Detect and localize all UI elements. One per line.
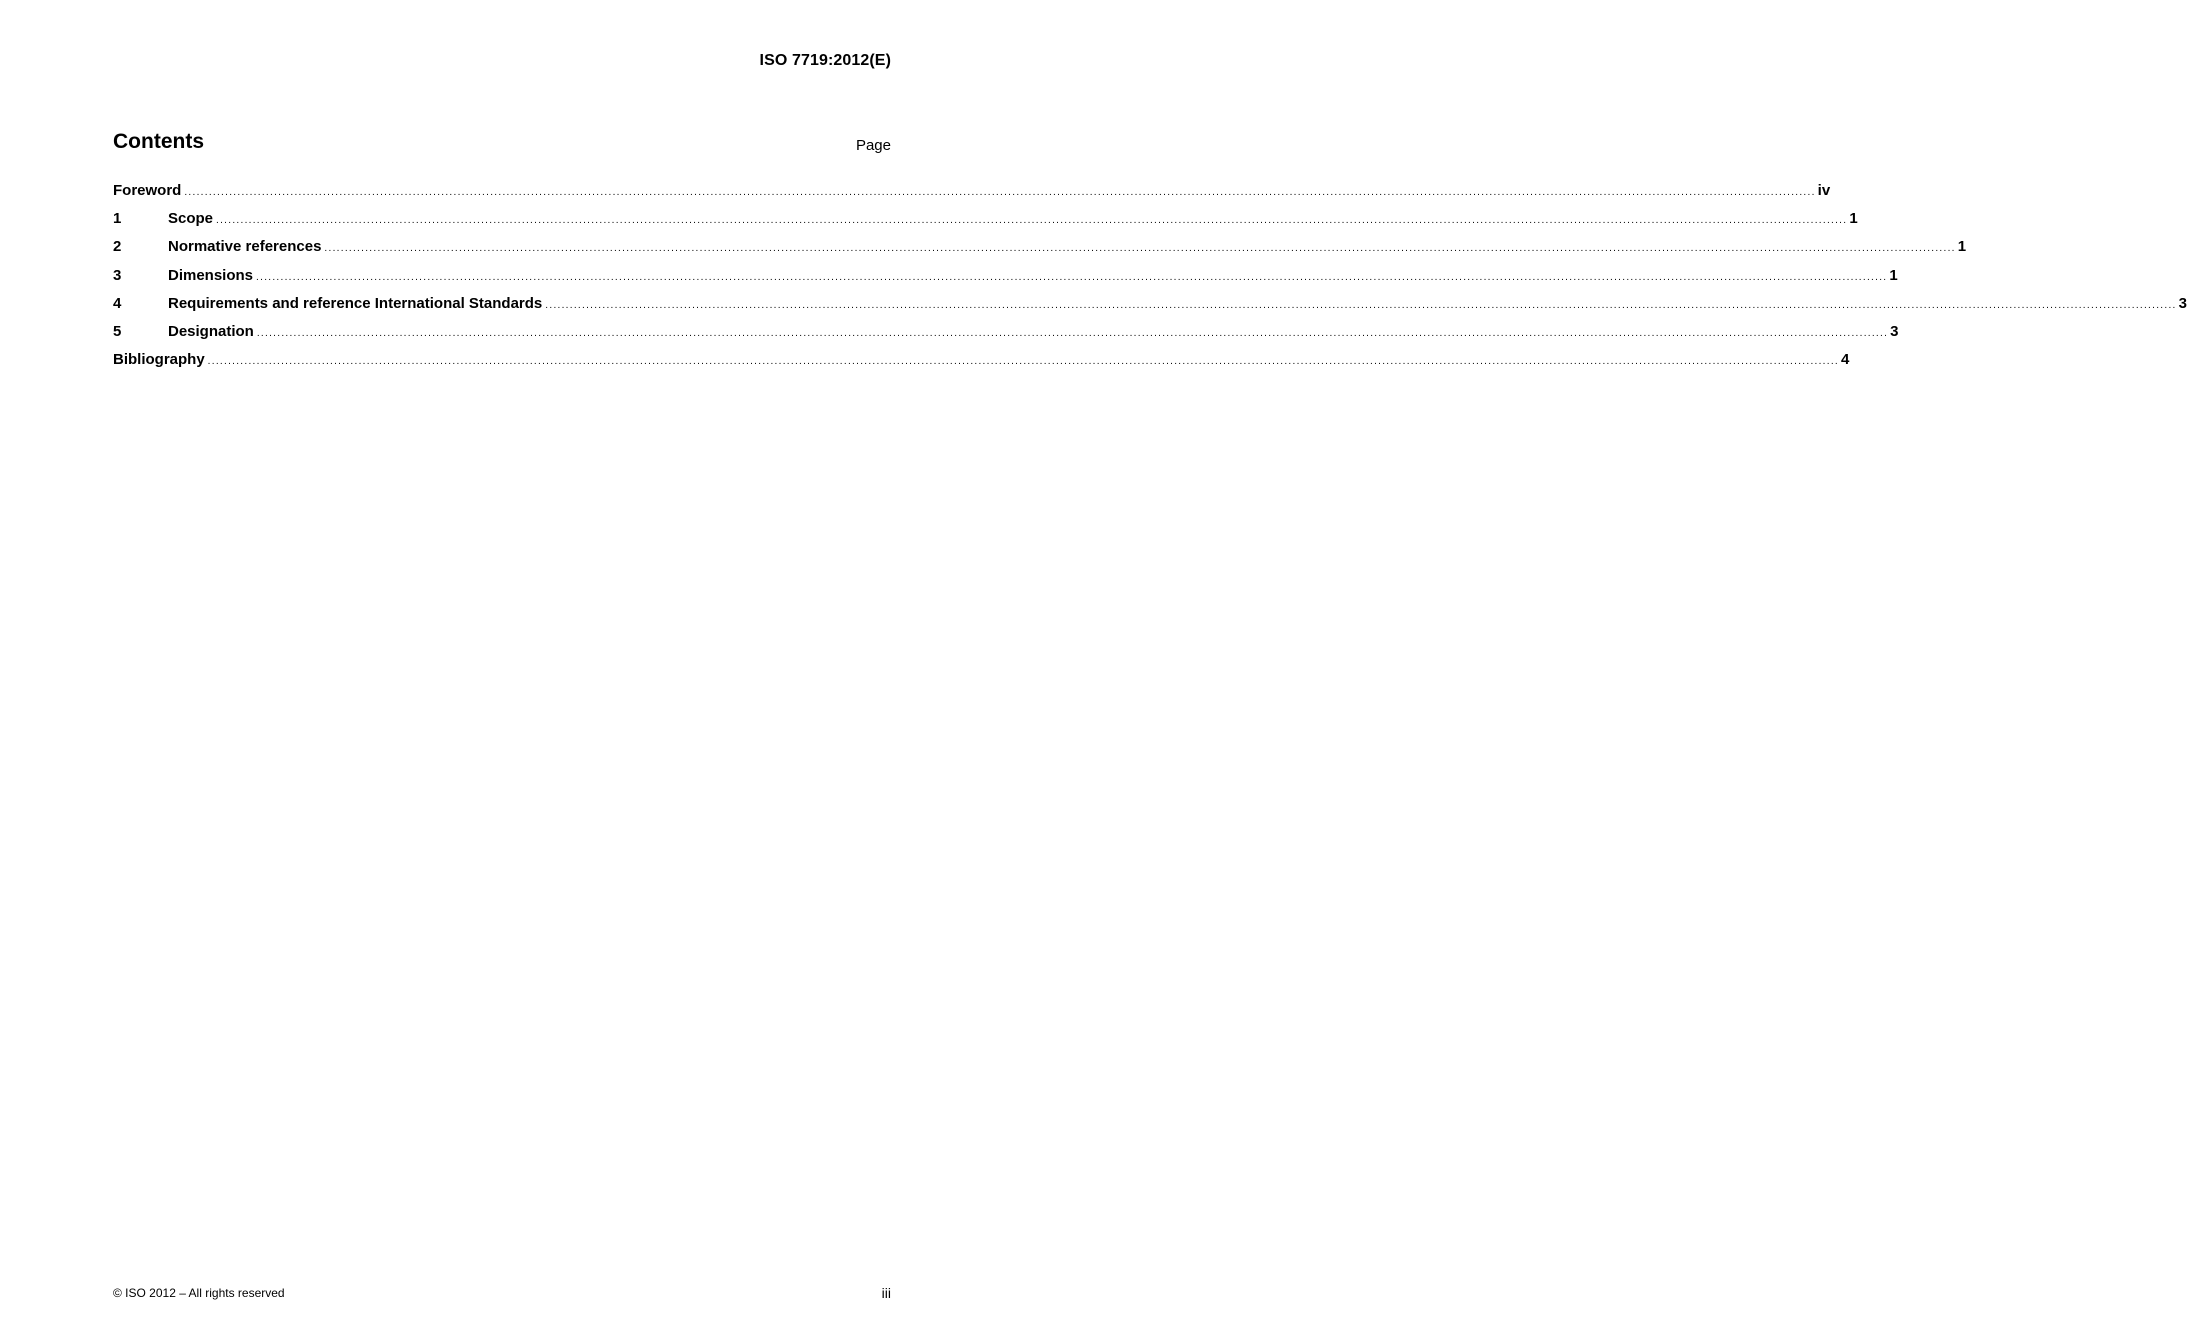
toc-entry-number: 4 <box>113 294 122 312</box>
dot-leader: ................................................................................................................................................................................................................................................................................................................................................................................................................ <box>545 299 2177 311</box>
toc-entry-title[interactable]: Designation <box>168 322 254 340</box>
toc-entry-page[interactable]: 3 <box>1890 322 1899 340</box>
toc-entry-page[interactable]: iv <box>1817 182 1831 199</box>
toc-entry-designation[interactable] <box>113 322 1899 351</box>
toc-entry-number: 3 <box>113 266 122 284</box>
toc-entry-page[interactable]: 1 <box>1957 238 1967 256</box>
toc-entry-title[interactable]: Bibliography <box>113 351 205 369</box>
dot-leader: ................................................................................................................................................................................................................................................................................................................................................................................................................ <box>256 327 1889 339</box>
toc-entry-page[interactable]: 3 <box>2178 294 2187 312</box>
page-column-label: Page <box>855 137 891 154</box>
page-title: Contents <box>113 130 204 153</box>
toc-entry-page[interactable]: 4 <box>1841 351 1850 369</box>
toc-entry-number: 1 <box>113 210 122 228</box>
toc-entry-page[interactable]: 1 <box>1849 210 1858 228</box>
dot-leader: ................................................................................................................................................................................................................................................................................................................................................................................................................ <box>216 215 1848 227</box>
toc-entry-normative-references[interactable] <box>113 238 1967 266</box>
dot-leader: ................................................................................................................................................................................................................................................................................................................................................................................................................ <box>184 187 1816 198</box>
dot-leader: ................................................................................................................................................................................................................................................................................................................................................................................................................ <box>207 356 1839 368</box>
toc-entry-foreword[interactable] <box>113 182 1831 210</box>
toc-entry-number: 2 <box>113 238 122 256</box>
toc-entry-page[interactable]: 1 <box>1889 266 1898 284</box>
toc-entry-title[interactable]: Dimensions <box>168 266 254 284</box>
toc-entry-title[interactable]: Scope <box>168 210 214 228</box>
footer-copyright: © ISO 2012 – All rights reserved <box>113 1286 285 1300</box>
footer-page-number: iii <box>881 1285 891 1301</box>
toc-entry-title[interactable]: Requirements and reference International Standards <box>168 294 543 312</box>
toc-entry-title[interactable]: Foreword <box>113 182 182 199</box>
toc-entry-title[interactable]: Normative references <box>168 238 322 256</box>
toc-entry-dimensions[interactable] <box>113 266 1898 295</box>
toc-entry-bibliography[interactable] <box>113 351 1850 379</box>
dot-leader: ................................................................................................................................................................................................................................................................................................................................................................................................................ <box>324 243 1956 255</box>
document-id: ISO 7719:2012(E) <box>759 52 891 69</box>
table-of-contents <box>113 182 2187 379</box>
dot-leader: ................................................................................................................................................................................................................................................................................................................................................................................................................ <box>256 271 1888 283</box>
toc-entry-number: 5 <box>113 322 122 340</box>
toc-entry-requirements[interactable] <box>113 294 2187 323</box>
toc-entry-scope[interactable] <box>113 210 1858 238</box>
